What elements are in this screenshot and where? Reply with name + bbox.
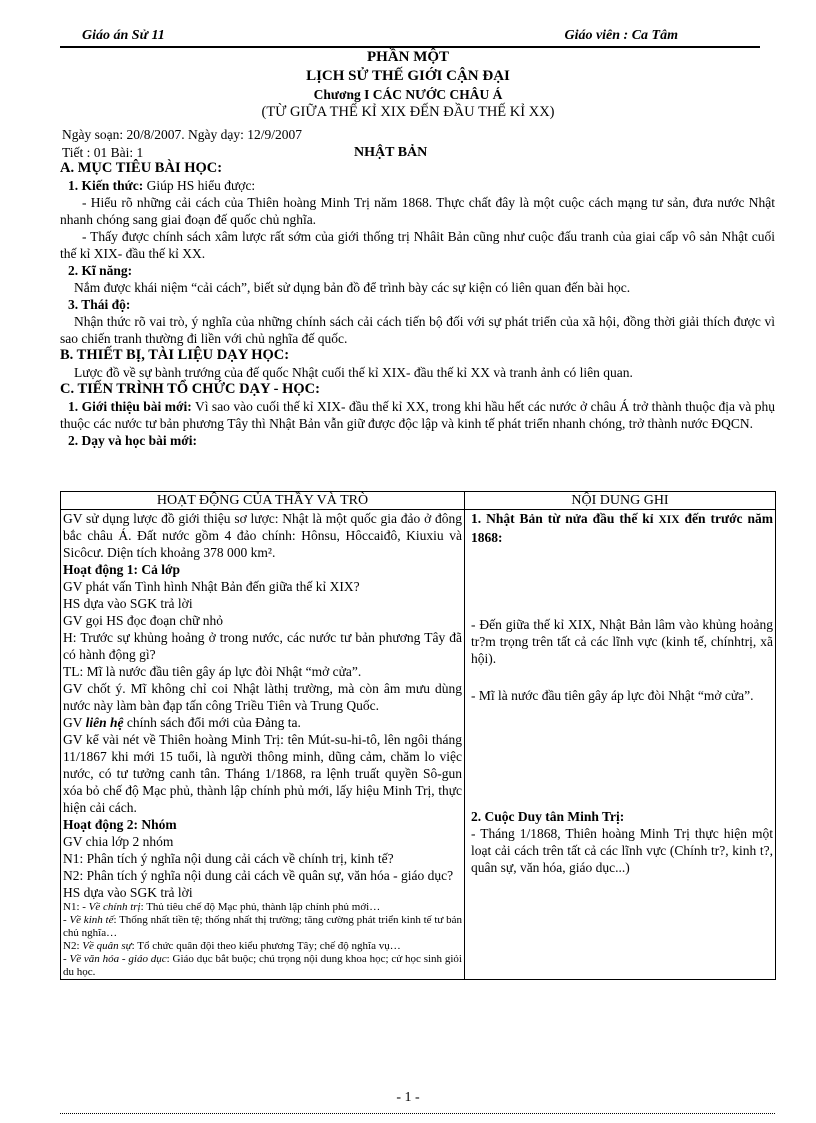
knowledge-label: 1. Kiến thức: — [68, 178, 144, 193]
text-part: : Giáo dục bắt buộc; chú trọng nội dung khoa học; cử học sinh giỏi du học. — [63, 953, 462, 978]
attitude-heading: 3. Thái độ: — [68, 297, 131, 312]
section-c-title: C. TIẾN TRÌNH TỔ CHỨC DẠY - HỌC: — [60, 381, 320, 397]
activity-line: GV phát vấn Tình hình Nhật Bản đến giữa thế kỉ XIX? — [63, 579, 360, 594]
skills-heading: 2. Kĩ năng: — [68, 263, 133, 278]
page-header — [60, 26, 760, 48]
activity-2-heading: Hoạt động 2: Nhóm — [63, 817, 177, 832]
activity-line: N1: Phân tích ý nghĩa nội dung cải cách về chính trị, kinh tế? — [63, 851, 394, 866]
table-header-row — [61, 492, 776, 510]
spacer — [471, 667, 773, 687]
activity-line: H: Trước sự khủng hoảng ở trong nước, các nước tư bản phương Tây đã có hành động gì? — [63, 630, 462, 662]
lesson-table — [60, 491, 776, 980]
text-part: XIX — [658, 514, 680, 526]
spacer — [471, 704, 773, 808]
table-row — [61, 510, 776, 980]
activity-line: GV gọi HS đọc đoạn chữ nhỏ — [63, 613, 224, 628]
text-part: - — [63, 914, 70, 926]
teach-heading: 2. Dạy và học bài mới: — [68, 433, 197, 448]
part-title: PHẦN MỘT — [366, 49, 450, 65]
lesson-dates: Ngày soạn: 20/8/2007. Ngày dạy: 12/9/2007 — [62, 127, 302, 142]
intro-paragraph — [60, 398, 775, 432]
text-part: chính sách đổi mới của Đảng ta. — [123, 715, 301, 730]
intro-label: 1. Giới thiệu bài mới: — [68, 399, 192, 414]
page-number: - 1 - — [396, 1090, 420, 1105]
group-answer-2 — [63, 914, 462, 940]
text-part: : Thủ tiêu chế độ Mạc phủ, thành lập chính phủ mới… — [140, 901, 381, 913]
activity-line — [63, 714, 462, 731]
knowledge-heading — [60, 177, 775, 194]
lesson-title: NHẬT BẢN — [354, 145, 428, 160]
activity-line: HS dựa vào SGK trả lời — [63, 596, 193, 611]
text-part-emphasis: Về chính trị — [88, 901, 141, 913]
section-b-title: B. THIẾT BỊ, TÀI LIỆU DẠY HỌC: — [60, 347, 290, 363]
section-a-title: A. MỤC TIÊU BÀI HỌC: — [60, 160, 223, 176]
title-block — [0, 48, 816, 120]
text-part: GV — [63, 715, 86, 730]
content-column-header: NỘI DUNG GHI — [465, 492, 776, 510]
group-answer-3 — [63, 940, 462, 953]
knowledge-point-1: - Hiểu rõ những cải cách của Thiên hoàng Minh Trị năm 1868. Thực chất đây là một cuộc cách mạng tư sản, đưa nước Nhật nhanh chóng sang giai đoạn đế quốc chủ nghĩa. — [60, 195, 775, 227]
group-answer-4 — [63, 953, 462, 979]
header-subject: Giáo án Sử 11 — [82, 28, 165, 43]
group-answer-1 — [63, 901, 462, 914]
content-point: - Tháng 1/1868, Thiên hoàng Minh Trị thực hiện một loạt cải cách trên tất cả các lĩnh vực (Chính tr?, kinh t?, quân sự, văn hóa, giáo dục...) — [471, 826, 773, 875]
activity-line: HS dựa vào SGK trả lời — [63, 885, 193, 900]
knowledge-point-2: - Thấy được chính sách xâm lược rất sớm của giới thống trị Nhâit Bản cũng như cuộc đấu tranh của giai cấp vô sản Nhật cuối thế kỉ XIX- đầu thế kỉ XX. — [60, 229, 775, 261]
activity-line: TL: Mĩ là nước đầu tiên gây áp lực đòi Nhật “mở cửa”. — [63, 664, 362, 679]
text-part-emphasis: Về văn hóa - giáo dục — [69, 953, 167, 965]
text-part: N2: — [63, 940, 83, 952]
activity-line: N2: Phân tích ý nghĩa nội dung cải cách về quân sự, văn hóa - giáo dục? — [63, 868, 454, 883]
activity-column-header: HOẠT ĐỘNG CỦA THẦY VÀ TRÒ — [61, 492, 465, 510]
activity-1-heading: Hoạt động 1: Cả lớp — [63, 562, 180, 577]
skills-text: Nắm được khái niệm “cải cách”, biết sử dụng bản đồ để trình bày các sự kiện có liên quan đến bài học. — [74, 280, 631, 295]
intro-geography: GV sử dụng lược đồ giới thiệu sơ lược: Nhật là một quốc gia đảo ở đông bắc châu Á. Đất nước gồm 4 đảo chính: Hônsu, Hôccaiđô, Kiuxiu và Sicôcư. Diện tích khoảng 378 000 km². — [63, 511, 462, 560]
knowledge-intro: Giúp HS hiểu được: — [143, 178, 256, 193]
text-part-emphasis: liên hệ — [85, 715, 124, 730]
text-part: 1. Nhật Bản từ nửa đầu thế kỉ — [471, 511, 659, 526]
attitude-text: Nhận thức rõ vai trò, ý nghĩa của những chính sách cải cách tiến bộ đối với sự phát triển của xã hội, đồng thời giải thích được vì sao chiến tranh thường đi liền với chủ nghĩa đế quốc. — [60, 314, 775, 346]
subject-title: LỊCH SỬ THẾ GIỚI CẬN ĐẠI — [306, 68, 510, 84]
spacer — [471, 546, 773, 616]
content-point: - Đến giữa thế kỉ XIX, Nhật Bản lâm vào khủng hoảng tr?m trọng trên tất cả các lĩnh vực (kinh tế, chínhtrị, xã hội). — [471, 617, 773, 666]
text-part-emphasis: Về quân sự — [82, 940, 132, 952]
lesson-body — [60, 160, 775, 449]
content-heading-2: 2. Cuộc Duy tân Minh Trị: — [471, 809, 625, 824]
text-part: - — [63, 953, 70, 965]
text-part-emphasis: Về kinh tế — [69, 914, 114, 926]
lesson-number: Tiết : 01 Bài: 1 — [62, 145, 144, 160]
content-point: - Mĩ là nước đầu tiên gây áp lực đòi Nhật “mở cửa”. — [471, 688, 754, 703]
activity-line: GV chia lớp 2 nhóm — [63, 834, 174, 849]
intro-text: Vì sao vào cuối thế kỉ XIX- đầu thế kỉ XX, trong khi hầu hết các nước ở châu Á trở thành thuộc địa và phụ thuộc các nước tư bản phương Tây thì Nhật Bản vẫn giữ được độc lập và kinh tế phát triển nhanh chóng, trở thành nước ĐQCN. — [60, 399, 775, 431]
activity-line: GV chốt ý. Mĩ không chỉ coi Nhật làthị trường, mà còn âm mưu dùng nước này làm bàn đạp tấn công Triều Tiên và Trung Quốc. — [63, 681, 462, 713]
text-part: đến trước năm 1868: — [471, 511, 773, 545]
equipment-text: Lược đồ về sự bành trướng của đế quốc Nhật cuối thế kỉ XIX- đầu thế kỉ XX và tranh ảnh có liên quan. — [74, 365, 633, 380]
text-part: : Tổ chức quân đội theo kiểu phương Tây; chế độ nghĩa vụ… — [131, 940, 401, 952]
content-cell — [465, 510, 776, 980]
activity-cell — [61, 510, 465, 980]
activity-line: GV kể vài nét về Thiên hoàng Minh Trị: tên Mút-su-hi-tô, lên ngôi tháng 11/1867 khi mới 15 tuổi, là người thông minh, dũng cảm, chăm lo việc nước, có tư tưởng canh tân. Tháng 1/1868, ra lệnh truất quyền Sô-gun xóa bỏ chế độ Mạc phủ, thành lập chính phủ mới, lấy hiệu Minh Trị, thực hiện cải cách. — [63, 732, 462, 815]
footer-divider — [60, 1113, 775, 1114]
text-part: N1: - — [63, 901, 89, 913]
period-title: (TỪ GIỮA THẾ KỈ XIX ĐẾN ĐẦU THẾ KỈ XX) — [261, 104, 555, 120]
header-teacher: Giáo viên : Ca Tâm — [564, 28, 678, 43]
content-heading-1 — [471, 510, 773, 546]
text-part: : Thống nhất tiền tệ; thống nhất thị trường; tăng cường phát triển kinh tế tư bản chủ nghĩa… — [63, 914, 462, 939]
chapter-title: Chương I CÁC NƯỚC CHÂU Á — [313, 87, 503, 102]
